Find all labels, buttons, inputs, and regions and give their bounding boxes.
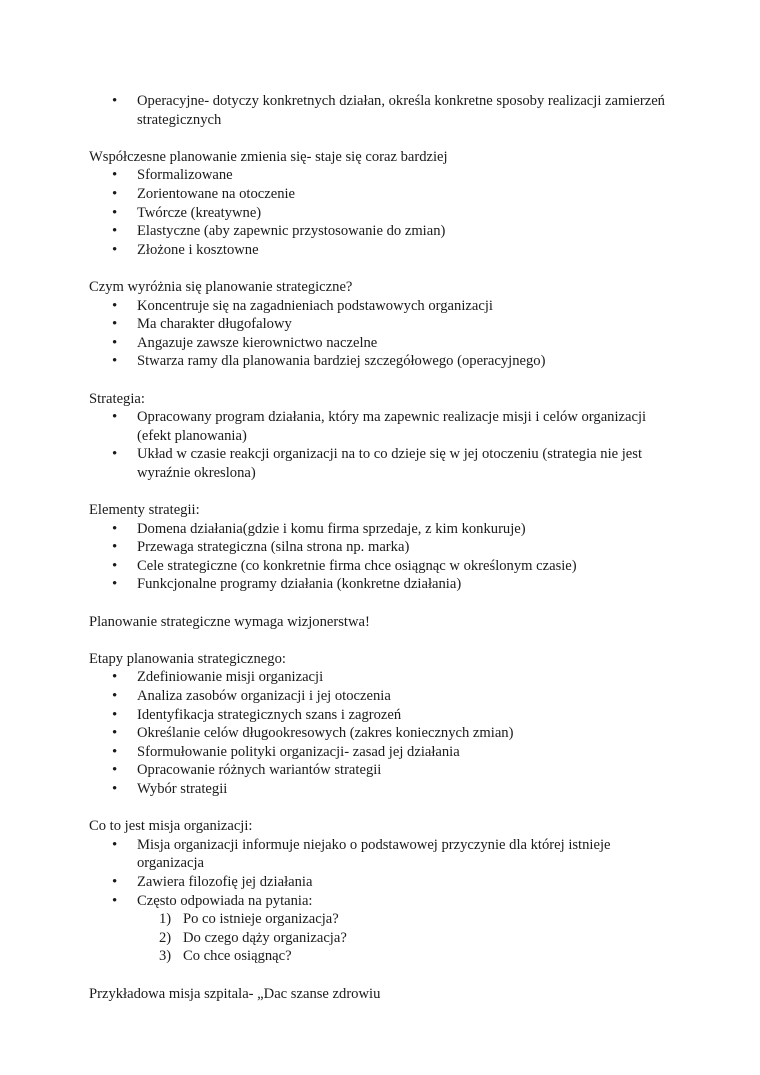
list-item: • Sformalizowane — [89, 166, 679, 185]
list-item: • Analiza zasobów organizacji i jej otoczenia — [89, 687, 679, 706]
list-item: • Funkcjonalne programy działania (konkretne działania) — [89, 575, 679, 594]
list-item: • Ma charakter długofalowy — [89, 315, 679, 334]
bullet-list — [89, 668, 679, 798]
list-item: • Często odpowiada na pytania: — [89, 892, 679, 911]
list-item: • Określanie celów długookresowych (zakres koniecznych zmian) — [89, 724, 679, 743]
list-item: • Zdefiniowanie misji organizacji — [89, 668, 679, 687]
section-strategic-planning — [89, 278, 679, 371]
list-item: • Misja organizacji informuje niejako o podstawowej przyczynie dla której istnieje organizacja — [89, 836, 679, 873]
list-item: • Koncentruje się na zagadnieniach podstawowych organizacji — [89, 297, 679, 316]
bullet-list — [89, 297, 679, 371]
list-item: • Zorientowane na otoczenie — [89, 185, 679, 204]
bullet-list — [89, 166, 679, 259]
list-item: • Przewaga strategiczna (silna strona np. marka) — [89, 538, 679, 557]
list-item: • Stwarza ramy dla planowania bardziej szczegółowego (operacyjnego) — [89, 352, 679, 371]
section-heading: Etapy planowania strategicznego: — [89, 650, 286, 667]
list-item: • Angazuje zawsze kierownictwo naczelne — [89, 334, 679, 353]
section-heading: Planowanie strategiczne wymaga wizjonerstwa! — [89, 613, 370, 630]
list-item: • Domena działania(gdzie i komu firma sprzedaje, z kim konkuruje) — [89, 520, 679, 539]
section-planning-stages — [89, 650, 679, 799]
section-heading: Czym wyróżnia się planowanie strategiczne? — [89, 278, 353, 295]
list-item: • Twórcze (kreatywne) — [89, 204, 679, 223]
list-item: • Opracowanie różnych wariantów strategii — [89, 761, 679, 780]
list-item: • Elastyczne (aby zapewnic przystosowanie do zmian) — [89, 222, 679, 241]
document-body — [89, 92, 679, 1003]
list-item: • Operacyjne- dotyczy konkretnych działan, określa konkretne sposoby realizacji zamierzeń strategicznych — [89, 92, 679, 129]
section-heading: Współczesne planowanie zmienia się- staje się coraz bardziej — [89, 148, 448, 165]
section-heading: Co to jest misja organizacji: — [89, 818, 253, 835]
section-heading: Strategia: — [89, 390, 145, 407]
numbered-item — [159, 929, 679, 948]
list-item: • Identyfikacja strategicznych szans i zagrozeń — [89, 706, 679, 725]
list-item: • Sformułowanie polityki organizacji- zasad jej działania — [89, 743, 679, 762]
section-modern-planning — [89, 148, 679, 260]
list-item: • Zawiera filozofię jej działania — [89, 873, 679, 892]
numbered-item — [159, 947, 679, 966]
bullet-list — [89, 520, 679, 594]
item-text: Po co istnieje organizacja? — [183, 911, 339, 928]
list-item: • Cele strategiczne (co konkretnie firma chce osiągnąc w określonym czasie) — [89, 557, 679, 576]
section-vision — [89, 613, 679, 632]
intro-section — [89, 92, 679, 129]
list-item: • Układ w czasie reakcji organizacji na to co dzieje się w jej otoczeniu (strategia nie jest wyraźnie okreslona) — [89, 445, 679, 482]
item-number: 3) — [159, 948, 172, 965]
list-item: • Opracowany program działania, który ma zapewnic realizacje misji i celów organizacji (efekt planowania) — [89, 408, 679, 445]
list-item: • Wybór strategii — [89, 780, 679, 799]
item-text: Do czego dąży organizacja? — [183, 929, 347, 946]
numbered-list — [89, 910, 679, 966]
bullet-list — [89, 836, 679, 910]
item-number: 2) — [159, 929, 172, 946]
section-heading: Elementy strategii: — [89, 502, 200, 519]
section-strategy — [89, 390, 679, 483]
list-item: • Złożone i kosztowne — [89, 241, 679, 260]
item-text: Co chce osiągnąc? — [183, 948, 292, 965]
section-strategy-elements — [89, 501, 679, 594]
bullet-list — [89, 92, 679, 129]
bullet-list — [89, 408, 679, 482]
numbered-item — [159, 910, 679, 929]
item-number: 1) — [159, 911, 172, 928]
closing-line: Przykładowa misja szpitala- „Dac szanse zdrowiu — [89, 985, 381, 1002]
section-mission — [89, 817, 679, 966]
